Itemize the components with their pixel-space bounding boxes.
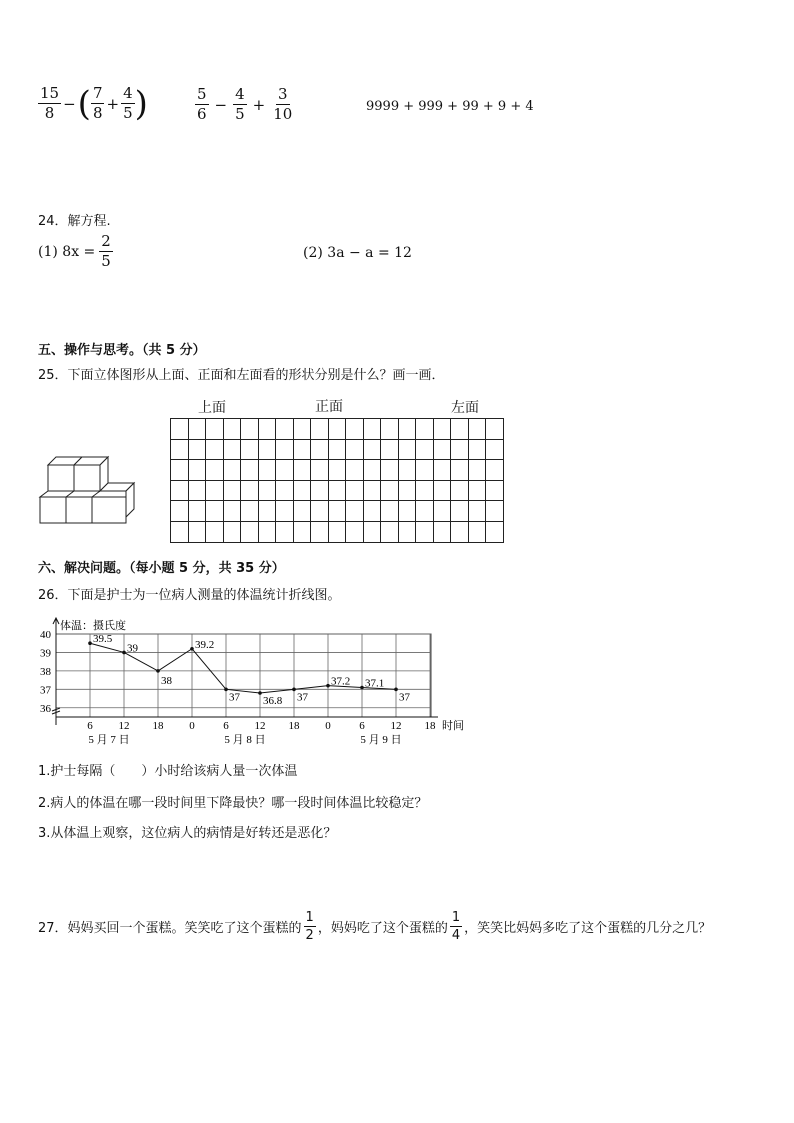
- grid-cell[interactable]: [328, 521, 346, 542]
- grid-cell[interactable]: [258, 501, 276, 522]
- operator: −: [63, 94, 76, 113]
- fraction: $\frac{3}{10}$: [273, 85, 293, 123]
- grid-cell[interactable]: [486, 501, 504, 522]
- y-tick-label: 38: [40, 665, 51, 678]
- grid-cell[interactable]: [363, 419, 381, 440]
- grid-cell[interactable]: [258, 460, 276, 481]
- data-point: [122, 651, 126, 655]
- grid-row: [171, 439, 504, 460]
- grid-cell[interactable]: [468, 480, 486, 501]
- grid-cell[interactable]: [416, 480, 434, 501]
- grid-cell[interactable]: [188, 501, 206, 522]
- section-6-title: 六、解决问题。（每小题 5 分，共 35 分）: [38, 561, 285, 576]
- grid-cell[interactable]: [293, 419, 311, 440]
- paren-close: ): [134, 83, 148, 124]
- grid-cell[interactable]: [381, 521, 399, 542]
- grid-cell[interactable]: [381, 439, 399, 460]
- grid-cell[interactable]: [468, 521, 486, 542]
- grid-cell[interactable]: [293, 460, 311, 481]
- grid-cell[interactable]: [241, 439, 259, 460]
- x-tick-label: 18: [424, 720, 436, 732]
- x-tick-label: 6: [87, 720, 93, 732]
- grid-cell[interactable]: [468, 419, 486, 440]
- y-tick-label: 39: [40, 647, 51, 660]
- grid-cell[interactable]: [416, 460, 434, 481]
- grid-cell[interactable]: [346, 439, 364, 460]
- grid-cell[interactable]: [276, 521, 294, 542]
- grid-cell[interactable]: [363, 439, 381, 460]
- fraction: $\frac{2}{5}$: [101, 232, 111, 270]
- question-27: [38, 911, 711, 942]
- x-tick-label: 0: [189, 720, 195, 732]
- data-point: [360, 686, 364, 690]
- grid-cell[interactable]: [346, 419, 364, 440]
- grid-cell[interactable]: [486, 439, 504, 460]
- grid-cell[interactable]: [363, 501, 381, 522]
- grid-cell[interactable]: [188, 419, 206, 440]
- grid-cell[interactable]: [293, 480, 311, 501]
- grid-cell[interactable]: [171, 439, 189, 460]
- grid-cell[interactable]: [223, 419, 241, 440]
- grid-cell[interactable]: [328, 439, 346, 460]
- data-point: [326, 684, 330, 688]
- grid-cell[interactable]: [486, 460, 504, 481]
- grid-cell[interactable]: [206, 419, 224, 440]
- grid-cell[interactable]: [346, 480, 364, 501]
- question-25-title: 25．下面立体图形从上面、正面和左面看的形状分别是什么？画一画．: [38, 368, 445, 383]
- grid-cell[interactable]: [258, 521, 276, 542]
- grid-cell[interactable]: [258, 439, 276, 460]
- label-front-view: 正面: [315, 399, 343, 415]
- question-26-sub-3: 3.从体温上观察，这位病人的病情是好转还是恶化？: [38, 826, 337, 841]
- operator: −: [214, 95, 228, 114]
- grid-cell[interactable]: [433, 521, 451, 542]
- grid-cell[interactable]: [451, 501, 469, 522]
- grid-cell[interactable]: [346, 501, 364, 522]
- grid-cell[interactable]: [188, 480, 206, 501]
- data-point: [258, 691, 262, 695]
- grid-cell[interactable]: [346, 460, 364, 481]
- grid-cell[interactable]: [486, 521, 504, 542]
- grid-cell[interactable]: [171, 521, 189, 542]
- grid-cell[interactable]: [171, 480, 189, 501]
- grid-cell[interactable]: [206, 480, 224, 501]
- grid-cell[interactable]: [328, 501, 346, 522]
- grid-cell[interactable]: [171, 501, 189, 522]
- grid-cell[interactable]: [206, 460, 224, 481]
- question-24-title: 24．解方程.: [38, 214, 111, 229]
- x-tick-label: 6: [223, 720, 229, 732]
- y-tick-label: 40: [40, 629, 51, 641]
- grid-cell[interactable]: [416, 501, 434, 522]
- grid-cell[interactable]: [258, 480, 276, 501]
- day-label: 5 月 9 日: [360, 734, 402, 746]
- grid-cell[interactable]: [433, 460, 451, 481]
- grid-cell[interactable]: [381, 419, 399, 440]
- grid-cell[interactable]: [311, 480, 329, 501]
- grid-cell[interactable]: [293, 521, 311, 542]
- grid-row: [171, 460, 504, 481]
- y-tick-label: 37: [40, 684, 51, 697]
- grid-cell[interactable]: [188, 439, 206, 460]
- operator: +: [252, 95, 266, 114]
- grid-cell[interactable]: [171, 419, 189, 440]
- grid-cell[interactable]: [241, 501, 259, 522]
- data-point: [292, 688, 296, 692]
- grid-cell[interactable]: [328, 419, 346, 440]
- chart-frame: [56, 634, 431, 717]
- grid-cell[interactable]: [276, 439, 294, 460]
- grid-cell[interactable]: [223, 501, 241, 522]
- grid-cell[interactable]: [363, 521, 381, 542]
- grid-cell[interactable]: [328, 460, 346, 481]
- fraction: $\frac{1}{4}$: [451, 910, 461, 943]
- grid-cell[interactable]: [188, 521, 206, 542]
- grid-cell[interactable]: [451, 521, 469, 542]
- grid-cell[interactable]: [468, 501, 486, 522]
- fraction: $\frac{4}{5}$: [123, 84, 133, 122]
- data-label: 39: [127, 642, 138, 655]
- grid-cell[interactable]: [416, 521, 434, 542]
- grid-cell[interactable]: [486, 480, 504, 501]
- grid-row: [171, 501, 504, 522]
- grid-cell[interactable]: [311, 521, 329, 542]
- grid-cell[interactable]: [258, 419, 276, 440]
- y-tick-label: 36: [40, 702, 51, 715]
- section-5-title: 五、操作与思考。（共 5 分）: [38, 343, 206, 358]
- grid-cell[interactable]: [433, 480, 451, 501]
- grid-cell[interactable]: [398, 480, 416, 501]
- grid-cell[interactable]: [311, 460, 329, 481]
- grid-cell[interactable]: [433, 419, 451, 440]
- data-label: 39.5: [93, 633, 113, 646]
- grid-cell[interactable]: [241, 521, 259, 542]
- grid-cell[interactable]: [398, 439, 416, 460]
- grid-cell[interactable]: [363, 460, 381, 481]
- x-axis-label: 时间: [442, 720, 464, 732]
- data-label: 36.8: [263, 695, 283, 708]
- grid-cell[interactable]: [241, 480, 259, 501]
- x-tick-label: 18: [152, 720, 164, 732]
- expression-1: [38, 83, 148, 124]
- grid-cell[interactable]: [311, 419, 329, 440]
- data-label: 38: [161, 674, 172, 687]
- data-point: [88, 641, 92, 645]
- grid-cell[interactable]: [311, 501, 329, 522]
- grid-row: [171, 480, 504, 501]
- data-label: 39.2: [195, 638, 215, 651]
- grid-cell[interactable]: [468, 460, 486, 481]
- cube-figure: [38, 455, 138, 527]
- grid-cell[interactable]: [346, 521, 364, 542]
- question-27-part-1: 27．妈妈买回一个蛋糕。笑笑吃了这个蛋糕的: [38, 921, 302, 936]
- grid-cell[interactable]: [223, 521, 241, 542]
- label-left-view: 左面: [451, 400, 479, 416]
- data-point: [156, 669, 160, 673]
- grid-cell[interactable]: [363, 480, 381, 501]
- grid-cell[interactable]: [241, 419, 259, 440]
- data-label: 37: [229, 691, 240, 704]
- question-26-title: 26．下面是护士为一位病人测量的体温统计折线图。: [38, 588, 341, 603]
- grid-cell[interactable]: [223, 460, 241, 481]
- equation-1-prefix: (1) 8x =: [38, 243, 96, 260]
- grid-cell[interactable]: [451, 480, 469, 501]
- data-label: 37: [399, 691, 410, 704]
- fraction: $\frac{5}{6}$: [197, 85, 207, 123]
- grid-cell[interactable]: [451, 419, 469, 440]
- grid-cell[interactable]: [416, 439, 434, 460]
- grid-cell[interactable]: [223, 439, 241, 460]
- grid-cell[interactable]: [293, 501, 311, 522]
- question-26-sub-2: 2.病人的体温在哪一段时间里下降最快？哪一段时间体温比较稳定？: [38, 796, 428, 811]
- data-point: [224, 688, 228, 692]
- data-label: 37.2: [331, 675, 351, 688]
- grid-cell[interactable]: [276, 501, 294, 522]
- x-tick-label: 18: [288, 720, 300, 732]
- expression-2: [195, 87, 294, 122]
- operator: +: [106, 94, 120, 113]
- grid-row: [171, 419, 504, 440]
- data-label: 37.1: [365, 677, 385, 690]
- expression-3: 9999 + 999 + 99 + 9 + 4: [366, 99, 534, 114]
- grid-cell[interactable]: [381, 460, 399, 481]
- fraction: $\frac{15}{8}$: [40, 84, 60, 122]
- grid-cell[interactable]: [486, 419, 504, 440]
- data-label: 37: [297, 691, 308, 704]
- equation-1: [38, 234, 113, 269]
- grid-cell[interactable]: [311, 439, 329, 460]
- grid-cell[interactable]: [206, 439, 224, 460]
- grid-cell[interactable]: [276, 419, 294, 440]
- fraction: $\frac{1}{2}$: [305, 910, 314, 943]
- grid-cell[interactable]: [171, 460, 189, 481]
- day-label: 5 月 8 日: [224, 734, 266, 746]
- grid-cell[interactable]: [206, 521, 224, 542]
- grid-cell[interactable]: [206, 501, 224, 522]
- grid-cell[interactable]: [381, 480, 399, 501]
- grid-cell[interactable]: [451, 439, 469, 460]
- data-point: [190, 647, 194, 651]
- grid-cell[interactable]: [398, 521, 416, 542]
- temperature-line-chart: [38, 617, 478, 747]
- grid-cell[interactable]: [451, 460, 469, 481]
- drawing-grid[interactable]: [170, 418, 504, 543]
- x-tick-label: 12: [254, 720, 266, 732]
- grid-cell[interactable]: [468, 439, 486, 460]
- grid-cell[interactable]: [241, 460, 259, 481]
- x-tick-label: 0: [325, 720, 331, 732]
- equation-2: (2) 3a − a = 12: [303, 245, 412, 261]
- grid-cell[interactable]: [223, 480, 241, 501]
- question-26-sub-1: 1.护士每隔（ ）小时给该病人量一次体温: [38, 764, 298, 779]
- question-27-part-2: ，妈妈吃了这个蛋糕的: [317, 921, 448, 936]
- fraction: $\frac{7}{8}$: [92, 84, 103, 122]
- x-tick-label: 12: [390, 720, 402, 732]
- day-label: 5 月 7 日: [88, 734, 130, 746]
- label-top-view: 上面: [198, 400, 226, 416]
- grid-cell[interactable]: [416, 419, 434, 440]
- grid-cell[interactable]: [398, 501, 416, 522]
- grid-row: [171, 521, 504, 542]
- grid-cell[interactable]: [398, 460, 416, 481]
- paren-open: (: [77, 83, 91, 124]
- x-tick-label: 6: [359, 720, 365, 732]
- grid-cell[interactable]: [381, 501, 399, 522]
- grid-cell[interactable]: [293, 439, 311, 460]
- grid-cell[interactable]: [276, 460, 294, 481]
- grid-cell[interactable]: [433, 501, 451, 522]
- grid-cell[interactable]: [398, 419, 416, 440]
- grid-cell[interactable]: [276, 480, 294, 501]
- y-axis-label: 体温：摄氏度: [60, 620, 126, 632]
- x-tick-label: 12: [118, 720, 130, 732]
- question-27-part-3: ，笑笑比妈妈多吃了这个蛋糕的几分之几？: [464, 921, 712, 936]
- grid-cell[interactable]: [433, 439, 451, 460]
- grid-cell[interactable]: [328, 480, 346, 501]
- grid-cell[interactable]: [188, 460, 206, 481]
- data-point: [394, 688, 398, 692]
- fraction: $\frac{4}{5}$: [235, 85, 245, 123]
